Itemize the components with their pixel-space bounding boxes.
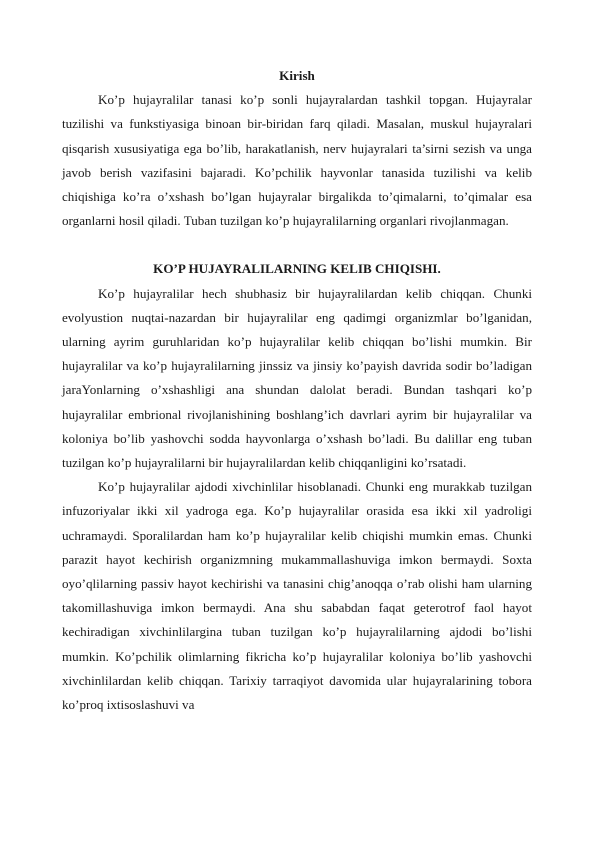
section-paragraph-1: Ko’p hujayralilar hech shubhasiz bir hujayralilardan kelib chiqqan. Chunki evolyustion nuqtai-nazardan bir hujayralilar eng qadimgi organizmlar bo’lganidan, ularning ayrim guruhlaridan ko’p hujayralilar kelib chiqqan bo’lishi mumkin. Bir hujayralilar va ko’p hujayralilarning jinssiz va jinsiy ko’payish davrida sodir bo’ladigan jaraYonlarning o’xshashligi ana shundan dalolat beradi. Bundan tashqari ko’p hujayralilar embrional rivojlanishining boshlang’ich davrlari ayrim bir hujayralilar va koloniya bo’lib yashovchi sodda hayvonlarga o’xshash bo’ladi. Bu dalillar eng tuban tuzilgan ko’p hujayralilarni bir hujayralilardan kelib chiqqanligini ko’rsatadi. bbox=[62, 285, 532, 471]
intro-paragraph: Ko’p hujayralilar tanasi ko’p sonli hujayralardan tashkil topgan. Hujayralar tuzilishi va funkstiyasiga binoan bir-biridan farq qiladi. Masalan, muskul hujayralari qisqarish xususiyatiga ega bo’lib, harakatlanish, nerv hujayralari ta’sirni sezish va unga javob berish vazifasini bajaradi. Ko’pchilik hayvonlar tanasida tuzilishi va kelib chiqishiga ko’ra o’xshash bo’lgan hujayralar birgalikda to’qimalarni, to’qimalar esa organlarni hosil qiladi. Tuban tuzilgan ko’p hujayralilarning organlari rivojlanmagan. bbox=[62, 92, 532, 229]
document-page bbox=[62, 64, 532, 717]
section-paragraph-2: Ko’p hujayralilar ajdodi xivchinlilar hisoblanadi. Chunki eng murakkab tuzilgan infuzoriyalar ikki xil yadroga ega. Ko’p hujayralilar orasida esa ikki xil yadroligi uchramaydi. Sporalilardan ham ko’p hujayralilar kelib chiqishi mumkin emas. Chunki parazit hayot kechirish organizmning mukammallashuviga imkon bermaydi. Soxta oyo’qlilarning passiv hayot kechirishi va tanasini chig’anoqqa o’rab olishi ham ularning takomillashuviga imkon bermaydi. Ana shu sababdan faqat geterotrof faol hayot kechiradigan xivchinlilargina tuban tuzilgan ko’p hujayralilarning ajdodi bo’lishi mumkin. Ko’pchilik olimlarning fikricha ko’p hujayralilar koloniya bo’lib yashovchi xivchinlilardan kelib chiqqan. Tarixiy tarraqiyot davomida ular hujayralarining tobora ko’proq ixtisoslashuvi va bbox=[62, 479, 532, 713]
heading-kirish: Kirish bbox=[279, 68, 315, 83]
section-title: KO’P HUJAYRALILARNING KELIB CHIQISHI. bbox=[153, 261, 441, 277]
